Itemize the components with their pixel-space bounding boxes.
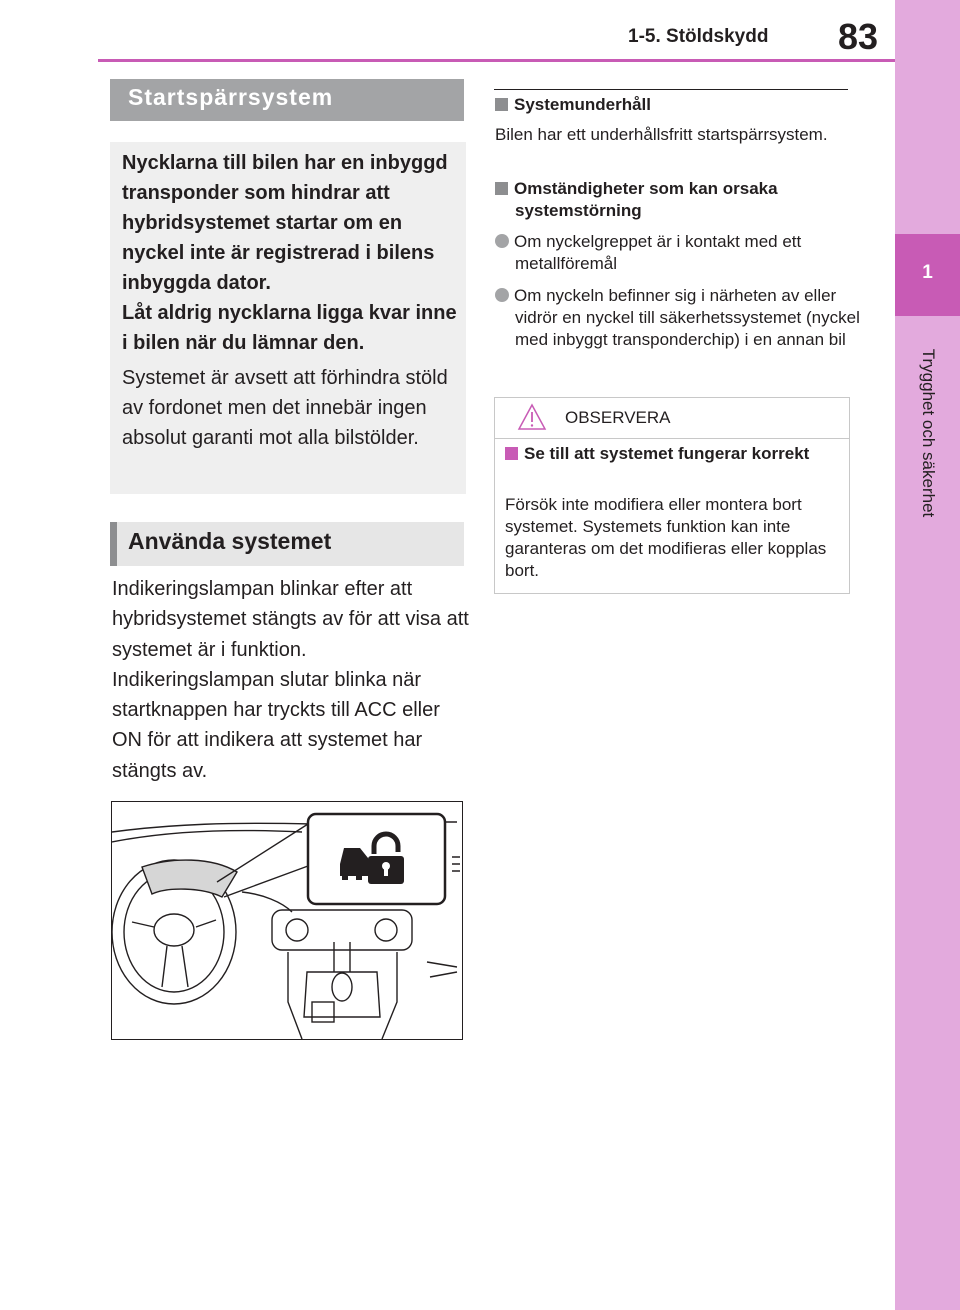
dashboard-drawing <box>112 802 462 1039</box>
page-number: 83 <box>838 16 879 57</box>
startsparrsystem-title-bar <box>110 79 464 121</box>
warning-triangle-icon <box>517 403 547 431</box>
usage-paragraph: Indikeringslampan blinkar efter att hybridsystemet stängts av för att visa att systemet är i funktion. Indikeringslampan slutar blinka när startknappen har tryckts till ACC eller ON för att indikera att systemet har stängts av. <box>112 578 469 782</box>
fault-heading-text: Omständigheter som kan orsaka systemstörning <box>514 179 778 220</box>
maintenance-text: Bilen har ett underhållsfritt startspärrsystem. <box>495 125 828 144</box>
list-item <box>495 231 865 275</box>
warning-label: OBSERVERA <box>565 408 671 427</box>
title-accent-bar <box>110 522 117 566</box>
warning-text: Försök inte modifiera eller montera bort systemet. Systemets funktion kan inte garanteras om det modifieras eller kopplas bort. <box>505 495 827 580</box>
header-rule <box>98 59 895 62</box>
warning-heading <box>505 443 857 465</box>
intro-bold-paragraph: Nycklarna till bilen har en inbyggd transponder som hindrar att hybridsystemet startar om en nyckel inte är registrerad i bilens inbyggda dator. <box>122 152 448 294</box>
list-item-text: Om nyckeln befinner sig i närheten av eller vidrör en nyckel till säkerhetssystemet (nyckel med inbyggt transponderchip) i en annan bil <box>514 286 860 349</box>
chapter-number: 1 <box>922 262 933 283</box>
maintenance-heading <box>495 94 855 116</box>
warning-heading-text: Se till att systemet fungerar korrekt <box>524 444 810 463</box>
section-title: 1-5. Stöldskydd <box>628 26 769 47</box>
square-bullet-icon <box>495 98 508 111</box>
list-item-text: Om nyckelgreppet är i kontakt med ett metallföremål <box>514 232 802 273</box>
intro-box <box>110 142 466 494</box>
maintenance-heading-text: Systemunderhåll <box>514 95 651 114</box>
section-heading: Startspärrsystem <box>128 84 334 110</box>
column-top-rule <box>494 89 848 90</box>
anvanda-systemet-title-bar <box>110 522 464 566</box>
fault-heading <box>495 178 860 222</box>
intro-warning-paragraph: Låt aldrig nycklarna ligga kvar inne i bilen när du lämnar den. <box>122 302 457 354</box>
subsection-heading: Använda systemet <box>128 528 332 554</box>
dashboard-illustration <box>111 801 463 1040</box>
round-bullet-icon <box>495 288 509 302</box>
round-bullet-icon <box>495 234 509 248</box>
list-item <box>495 285 865 351</box>
chapter-title: Trygghet och säkerhet <box>919 348 938 518</box>
warning-header <box>495 398 849 439</box>
warning-box <box>494 397 850 594</box>
chapter-side-tab <box>895 0 960 1310</box>
square-bullet-icon <box>505 447 518 460</box>
intro-normal-paragraph: Systemet är avsett att förhindra stöld av fordonet men det innebär ingen absolut garanti mot alla bilstölder. <box>122 367 448 449</box>
square-bullet-icon <box>495 182 508 195</box>
